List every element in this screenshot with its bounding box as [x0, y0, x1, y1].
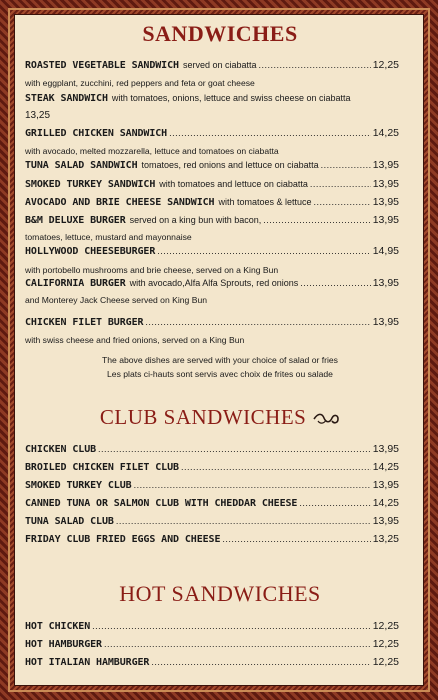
item-name: SMOKED TURKEY SANDWICH [25, 179, 156, 190]
leader-dots [258, 60, 370, 71]
item-price: 13,95 [372, 159, 399, 171]
item-name: HOT ITALIAN HAMBURGER [25, 657, 150, 668]
item-name: CALIFORNIA BURGER [25, 278, 126, 289]
item-price: 13,95 [372, 277, 399, 289]
leader-dots [263, 215, 370, 226]
leader-dots [314, 197, 371, 208]
item-name: TUNA SALAD SANDWICH [25, 160, 138, 171]
item-price: 13,95 [372, 515, 399, 527]
item-price: 14,25 [372, 497, 399, 509]
item-price: 12,25 [372, 638, 399, 650]
item-name: SMOKED TURKEY CLUB [25, 480, 132, 491]
section-title-sandwiches: SANDWICHES [142, 21, 298, 46]
item-name: ROASTED VEGETABLE SANDWICH [25, 60, 179, 71]
scroll-flourish-icon [312, 412, 340, 426]
side-note-french: Les plats ci-hauts sont servis avec choix de frites ou salade [107, 369, 333, 379]
menu-item-bm-deluxe-burger [25, 214, 399, 226]
menu-item-hot-italian-hamburger [25, 656, 399, 668]
leader-dots [92, 621, 371, 632]
menu-item-smoked-turkey-club [25, 479, 399, 491]
item-price: 13,95 [372, 316, 399, 328]
menu-item-broiled-chicken-filet-club [25, 461, 399, 473]
menu-item-roasted-vegetable [25, 59, 399, 71]
item-price: 13,95 [372, 178, 399, 190]
item-price: 13,95 [372, 479, 399, 491]
item-subtext: tomatoes, lettuce, mustard and mayonnaise [25, 232, 192, 242]
item-name: HOT CHICKEN [25, 621, 91, 632]
menu-item-california-burger [25, 277, 399, 289]
item-desc: with tomatoes & lettuce [218, 197, 312, 207]
menu-item-grilled-chicken [25, 127, 399, 139]
item-name: GRILLED CHICKEN SANDWICH [25, 128, 168, 139]
item-subtext: with swiss cheese and fried onions, served on a King Bun [25, 335, 245, 345]
menu-item-tuna-salad-club [25, 515, 399, 527]
menu-item-hollywood-cheeseburger [25, 245, 399, 257]
item-name: TUNA SALAD CLUB [25, 516, 114, 527]
item-price: 14,25 [372, 127, 399, 139]
menu-item-canned-tuna-salmon-club [25, 497, 399, 509]
item-price: 13,25 [25, 110, 51, 121]
item-price: 13,25 [372, 533, 399, 545]
item-price: 14,95 [372, 245, 399, 257]
menu-item-friday-club [25, 533, 399, 545]
leader-dots [310, 179, 371, 190]
leader-dots [222, 534, 370, 545]
item-desc: with tomatoes, onions, lettuce and swiss cheese on ciabatta [111, 93, 351, 103]
item-price: 12,25 [372, 656, 399, 668]
item-subtext: with portobello mushrooms and brie cheese, served on a King Bun [25, 265, 279, 275]
leader-dots [104, 639, 371, 650]
item-subtext: with eggplant, zucchini, red peppers and feta or goat cheese [25, 78, 255, 88]
menu-item-hot-chicken [25, 620, 399, 632]
leader-dots [98, 444, 371, 455]
section-title-club-sandwiches [15, 405, 425, 430]
menu-item-chicken-club [25, 443, 399, 455]
item-desc: tomatoes, red onions and lettuce on ciabatta [141, 160, 319, 170]
leader-dots [169, 128, 371, 139]
leader-dots [157, 246, 370, 257]
menu-page [14, 14, 424, 686]
side-note-english: The above dishes are served with your choice of salad or fries [102, 355, 338, 365]
item-name: CANNED TUNA OR SALMON CLUB WITH CHEDDAR CHEESE [25, 498, 298, 509]
item-desc: served on a king bun with bacon, [129, 215, 262, 225]
item-name: STEAK SANDWICH [25, 93, 108, 104]
item-name: AVOCADO AND BRIE CHEESE SANDWICH [25, 197, 215, 208]
section-title-text: CLUB SANDWICHES [99, 405, 307, 429]
item-price: 12,25 [372, 59, 399, 71]
item-price: 13,95 [372, 196, 399, 208]
leader-dots [134, 480, 371, 491]
leader-dots [145, 317, 370, 328]
item-name: FRIDAY CLUB FRIED EGGS AND CHEESE [25, 534, 221, 545]
leader-dots [300, 278, 370, 289]
item-name: CHICKEN FILET BURGER [25, 317, 144, 328]
item-name: CHICKEN CLUB [25, 444, 97, 455]
item-desc: with avocado,Alfa Alfa Sprouts, red onions [129, 278, 299, 288]
item-price: 13,95 [372, 214, 399, 226]
item-subtext: with avocado, melted mozzarella, lettuce and tomatoes on ciabatta [25, 146, 279, 156]
menu-item-avocado-brie [25, 196, 399, 208]
item-name: BROILED CHICKEN FILET CLUB [25, 462, 179, 473]
item-name: HOT HAMBURGER [25, 639, 102, 650]
item-name: HOLLYWOOD CHEESEBURGER [25, 246, 156, 257]
leader-dots [299, 498, 370, 509]
item-name: B&M DELUXE BURGER [25, 215, 126, 226]
menu-item-smoked-turkey [25, 178, 399, 190]
menu-item-hot-hamburger [25, 638, 399, 650]
item-desc: served on ciabatta [182, 60, 257, 70]
menu-item-tuna-salad [25, 159, 399, 171]
item-price: 12,25 [372, 620, 399, 632]
menu-item-steak-sandwich [25, 93, 399, 104]
item-price: 13,95 [372, 443, 399, 455]
item-desc: with tomatoes and lettuce on ciabatta [159, 179, 308, 189]
item-price: 14,25 [372, 461, 399, 473]
leader-dots [181, 462, 371, 473]
leader-dots [321, 160, 371, 171]
leader-dots [116, 516, 371, 527]
section-title-hot-sandwiches: HOT SANDWICHES [119, 581, 321, 606]
menu-item-chicken-filet-burger [25, 316, 399, 328]
item-subtext: and Monterey Jack Cheese served on King Bun [25, 295, 208, 305]
leader-dots [151, 657, 370, 668]
